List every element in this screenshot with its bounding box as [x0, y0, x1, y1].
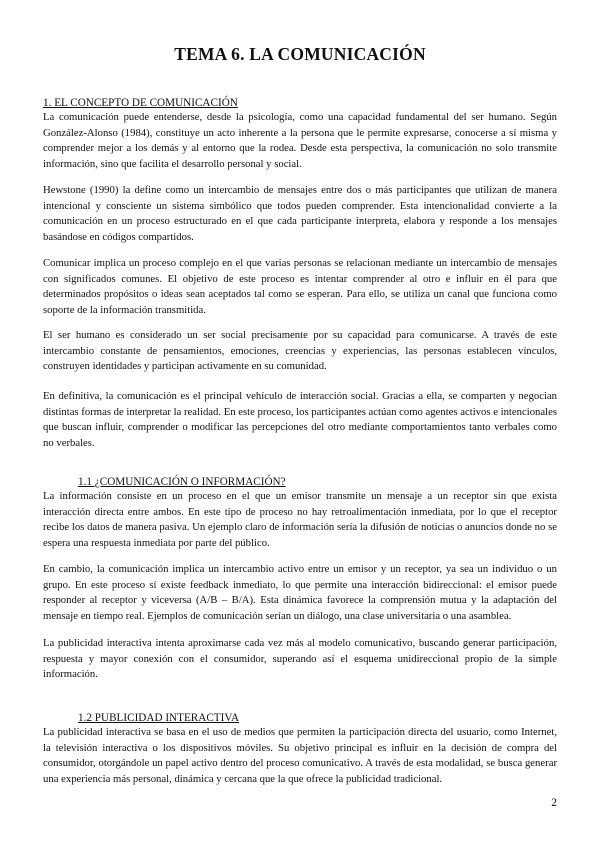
paragraph: Hewstone (1990) la define como un intercambio de mensajes entre dos o más participantes que utilizan de manera intencional y consciente un sistema simbólico que todos pueden comprender. Esta intencionalidad convierte a la comunicación en un proceso estructurado en el que cada participante interpreta, elabora y responde a los mensajes basándose en códigos compartidos. [43, 184, 557, 243]
page-title: TEMA 6. LA COMUNICACIÓN [174, 44, 426, 64]
paragraph: La información consiste en un proceso en el que un emisor transmite un mensaje a un receptor sin que exista interacción directa entre ambos. En este tipo de proceso no hay retroalimentación inmediata, por lo que el receptor recibe los datos de manera pasiva. Un ejemplo claro de información sería la difusión de noticias o anuncios donde no se espera una respuesta inmediata por parte del público. [43, 490, 557, 549]
section-heading-concept: 1. EL CONCEPTO DE COMUNICACIÓN [43, 97, 238, 109]
paragraph: En definitiva, la comunicación es el principal vehículo de interacción social. Gracias a ella, se comparten y negocian distintas formas de interpretar la realidad. En este proceso, los participantes actúan como agentes activos e intencionales que buscan influir, comprender o modificar las percepciones del otro mediante comportamientos tanto verbales como no verbales. [43, 390, 557, 449]
section-heading-interactive-advertising: 1.2 PUBLICIDAD INTERACTIVA [78, 712, 240, 724]
paragraph: La publicidad interactiva intenta aproximarse cada vez más al modelo comunicativo, buscando generar participación, respuesta y mayor conexión con el consumidor, superando así el esquema unidireccional propio de la simple información. [43, 637, 557, 680]
page-number: 2 [551, 797, 557, 809]
paragraph: Comunicar implica un proceso complejo en el que varias personas se relacionan mediante un intercambio de mensajes con significados comunes. El objetivo de este proceso es intentar comprender al otro e influir en él para que determinados propósitos o ideas sean aceptados tal como se esperan. Para ello, se utiliza un canal que funciona como soporte de la información transmitida. [43, 257, 557, 316]
paragraph: La publicidad interactiva se basa en el uso de medios que permiten la participación directa del usuario, como Internet, la televisión interactiva o los dispositivos móviles. Su objetivo principal es influir en la decisión de compra del consumidor, otorgándole un papel activo dentro del proceso comunicativo. A través de esta modalidad, se busca generar una experiencia más personal, dinámica y cercana que la que ofrece la publicidad tradicional. [43, 726, 557, 785]
paragraph: En cambio, la comunicación implica un intercambio activo entre un emisor y un receptor, ya sea un individuo o un grupo. En este proceso sí existe feedback inmediato, lo que permite una interacción bidireccional: el emisor puede responder al receptor y viceversa (A/B – B/A). Esta dinámica favorece la comprensión mutua y la adaptación del mensaje en tiempo real. Ejemplos de comunicación serían un diálogo, una clase universitaria o una asamblea. [43, 563, 557, 622]
paragraph: La comunicación puede entenderse, desde la psicología, como una capacidad fundamental del ser humano. Según González-Alonso (1984), constituye un acto inherente a la persona que le permite expresarse, conocerse a sí misma y comprender mejor a los demás y al entorno que la rodea. Desde esta perspectiva, la comunicación no solo transmite información, sino que facilita el desarrollo personal y social. [43, 111, 557, 170]
section-heading-communication-or-information: 1.1 ¿COMUNICACIÓN O INFORMACIÓN? [78, 476, 286, 488]
paragraph: El ser humano es considerado un ser social precisamente por su capacidad para comunicarse. A través de este intercambio constante de pensamientos, emociones, creencias y experiencias, las personas establecen vínculos, construyen identidades y participan activamente en su comunidad. [43, 329, 557, 372]
